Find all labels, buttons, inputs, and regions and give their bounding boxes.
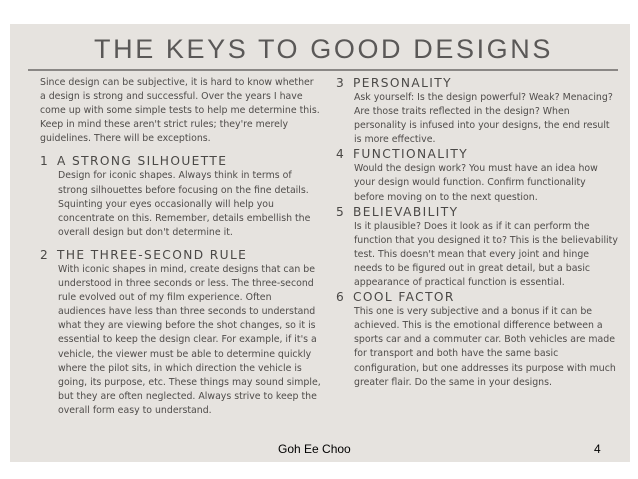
- section-strong-silhouette: [40, 154, 322, 239]
- section-title: FUNCTIONALITY: [353, 147, 469, 162]
- section-title: PERSONALITY: [353, 76, 452, 90]
- section-three-second-rule: [40, 248, 322, 418]
- section-cool-factor: [336, 290, 618, 390]
- section-personality: [336, 76, 618, 147]
- section-heading: [40, 248, 322, 263]
- section-title: THE THREE-SECOND RULE: [57, 247, 248, 262]
- section-heading: [336, 205, 618, 220]
- section-number: 3: [336, 76, 346, 90]
- section-body: Ask yourself: Is the design powerful? Weak? Menacing? Are those traits reflected in the design? When personality is infused into your designs, the end result is more effective.: [354, 92, 613, 146]
- section-heading: [336, 290, 618, 305]
- section-number: 2: [40, 247, 50, 262]
- section-number: 1: [40, 154, 50, 169]
- title-underline: [28, 69, 618, 71]
- section-title: A STRONG SILHOUETTE: [57, 154, 228, 169]
- section-number: 4: [336, 147, 346, 162]
- left-column: [40, 76, 322, 418]
- section-title: COOL FACTOR: [353, 290, 455, 305]
- section-heading: [336, 147, 618, 162]
- section-heading: [336, 76, 618, 91]
- section-title: BELIEVABILITY: [353, 204, 459, 219]
- footer-author: Goh Ee Choo: [278, 442, 351, 456]
- section-body: Is it plausible? Does it look as if it can perform the function that you designed it to? This is the believability test. This doesn't mean that every joint and hinge needs to be figured out in great detail, but a basic appearance of practical function is essential.: [354, 220, 618, 289]
- section-functionality: [336, 147, 618, 204]
- section-heading: [40, 154, 322, 169]
- section-believability: [336, 205, 618, 290]
- section-body: With iconic shapes in mind, create designs that can be understood in three seconds or less. The three-second rule evolved out of my film experience. Often audiences have less than three seconds to understand what they are viewing before the shot changes, so it is essential to keep the design clear. For example, if it's a vehicle, the viewer must be able to determine quickly where the pilot sits, in which direction the vehicle is going, its purpose, etc. These things may sound simple, but they are often neglected. Always strive to keep the overall form easy to understand.: [58, 263, 321, 416]
- page-number: 4: [594, 442, 601, 456]
- section-body: This one is very subjective and a bonus if it can be achieved. This is the emotional difference between a sports car and a commuter car. Both vehicles are made for transport and both have the same basic configuration, but one addresses its purpose with much greater flair. Do the same in your designs.: [354, 306, 616, 388]
- section-body: Design for iconic shapes. Always think in terms of strong silhouettes before focusing on the fine details. Squinting your eyes occasionally will help you concentrate on this. Remember, details embellish the overall design but don't determine it.: [58, 170, 311, 238]
- section-number: 5: [336, 204, 346, 219]
- section-number: 6: [336, 290, 346, 305]
- intro-paragraph: Since design can be subjective, it is hard to know whether a design is strong and successful. Over the years I have come up with some simple tests to help me determine this. Keep in mind these aren't strict rules; they're merely guidelines. There will be exceptions.: [40, 77, 320, 145]
- section-body: Would the design work? You must have an idea how your design would function. Confirm functionality before moving on to the next question.: [354, 163, 598, 203]
- right-column: [336, 76, 618, 390]
- scanned-book-page: [10, 24, 630, 462]
- page-title: THE KEYS TO GOOD DESIGNS: [94, 34, 553, 64]
